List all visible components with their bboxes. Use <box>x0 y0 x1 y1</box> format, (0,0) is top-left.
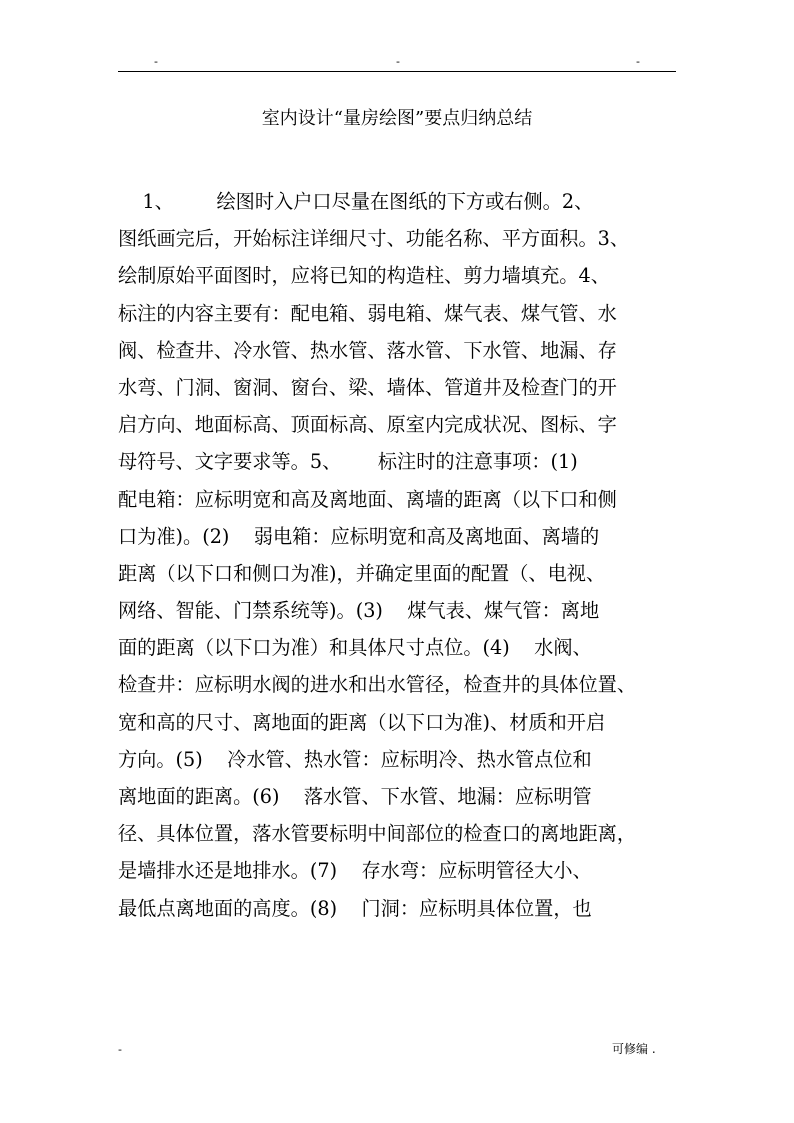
footer-editable-note: 可修编 . <box>612 1042 656 1056</box>
body-line: 配电箱：应标明宽和高及离地面、离墙的距离（以下口和侧 <box>118 487 617 511</box>
body-line: 口为准)。(2) 弱电箱：应标明宽和高及离地面、离墙的 <box>118 524 600 548</box>
body-line: 启方向、地面标高、顶面标高、原室内完成状况、图标、字 <box>118 413 617 437</box>
body-line: 标注的内容主要有：配电箱、弱电箱、煤气表、煤气管、水 <box>118 301 617 325</box>
body-line: 图纸画完后，开始标注详细尺寸、功能名称、平方面积。3、 <box>118 227 630 251</box>
body-line: 径、具体位置，落水管要标明中间部位的检查口的离地距离， <box>118 822 637 846</box>
body-line: 距离（以下口和侧口为准)，并确定里面的配置（、电视、 <box>118 561 606 585</box>
body-line: 1、 绘图时入户口尽量在图纸的下方或右侧。2、 <box>118 190 594 213</box>
body-line: 宽和高的尺寸、离地面的距离（以下口为准)、材质和开启 <box>118 710 606 734</box>
header-mark-right: - <box>636 55 640 68</box>
body-line: 方向。(5) 冷水管、热水管：应标明冷、热水管点位和 <box>118 747 592 771</box>
document-title: 室内设计“量房绘图”要点归纳总结 <box>261 108 533 129</box>
body-line: 离地面的距离。(6) 落水管、下水管、地漏：应标明管 <box>118 785 592 808</box>
body-line: 母符号、文字要求等。5、 标注时的注意事项：(1) <box>118 450 578 474</box>
body-line: 最低点离地面的高度。(8) 门洞：应标明具体位置，也 <box>118 896 592 920</box>
footer-mark-left: - <box>118 1043 122 1056</box>
body-line: 是墙排水还是地排水。(7) 存水弯：应标明管径大小、 <box>118 859 592 883</box>
header-mark-left: - <box>154 55 158 68</box>
body-line: 网络、智能、门禁系统等)。(3) 煤气表、煤气管：离地 <box>118 599 600 623</box>
body-line: 面的距离（以下口为准）和具体尺寸点位。(4) 水阀、 <box>118 636 592 660</box>
body-line: 水弯、门洞、窗洞、窗台、梁、墙体、管道井及检查门的开 <box>118 375 617 399</box>
document-body <box>118 183 678 927</box>
header-rule <box>118 71 676 72</box>
header-mark-center: - <box>396 55 400 68</box>
body-line: 检查井：应标明水阀的进水和出水管径，检查井的具体位置、 <box>118 673 637 697</box>
body-line: 绘制原始平面图时，应将已知的构造柱、剪力墙填充。4、 <box>118 264 610 288</box>
body-line: 阀、检查井、冷水管、热水管、落水管、下水管、地漏、存 <box>118 338 617 362</box>
